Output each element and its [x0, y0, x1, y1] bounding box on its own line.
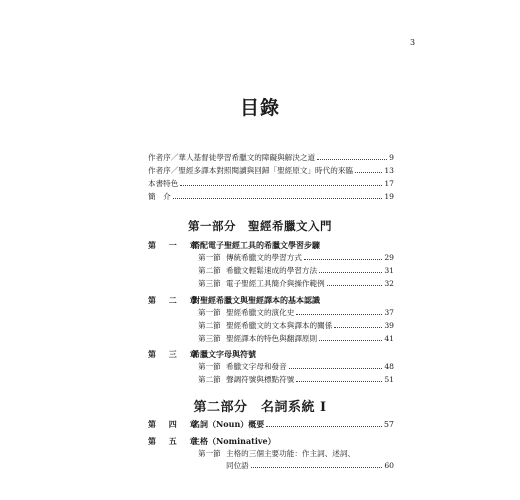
toc-entry-text: 簡 介 [148, 192, 171, 201]
toc-section [198, 449, 394, 459]
section-title-continued: 同位語 [226, 461, 249, 470]
section-page: 39 [384, 321, 394, 330]
leader-dots [334, 327, 382, 328]
toc-entry-text: 本書特色 [148, 179, 179, 188]
leader-dots [319, 340, 382, 341]
section-page: 51 [384, 375, 394, 384]
chapter-page: 57 [383, 420, 394, 429]
toc-section [198, 334, 394, 344]
section-page: 60 [384, 461, 394, 470]
leader-dots [266, 426, 382, 427]
chapter-title: 主格（Nominative） [192, 436, 276, 446]
toc-section [198, 308, 394, 318]
leader-dots [289, 368, 383, 369]
leader-dots [355, 172, 382, 173]
chapter-title: 名詞（Noun）概要 [192, 419, 265, 429]
chapter-heading [148, 436, 276, 447]
toc-section-continuation [226, 461, 394, 471]
part-heading: 第二部分 名詞系統 I [193, 400, 327, 415]
section-page: 37 [384, 308, 394, 317]
chapter-heading [148, 349, 256, 360]
section-title: 電子聖經工具簡介與操作範例 [226, 279, 325, 288]
toc-section [198, 362, 394, 372]
section-page: 29 [384, 253, 394, 262]
section-page: 32 [384, 279, 394, 288]
toc-entry-text: 作者序／華人基督徒學習希臘文的障礙與解決之道 [148, 153, 316, 162]
page-title: 目錄 [239, 97, 280, 119]
section-label: 第三節 [198, 334, 221, 343]
toc-entry-page: 19 [384, 192, 394, 201]
toc-section [198, 279, 394, 289]
toc-entry [148, 166, 394, 176]
leader-dots [317, 159, 387, 160]
toc-entry-text: 作者序／聖經多譯本對照閱讀與回歸「聖經原文」時代的來臨 [148, 166, 354, 175]
chapter-title: 希臘文字母與符號 [192, 349, 256, 359]
toc-entry [148, 153, 394, 163]
chapter-number: 第 四 章 [148, 419, 203, 429]
chapter-number: 第 二 章 [148, 295, 203, 305]
section-label: 第二節 [198, 375, 221, 384]
chapter-title: 搭配電子聖經工具的希臘文學習步驟 [192, 240, 320, 250]
toc-entry [148, 179, 394, 189]
section-page: 41 [384, 334, 394, 343]
leader-dots [180, 185, 382, 186]
chapter-heading [148, 240, 320, 251]
toc-section [198, 266, 394, 276]
section-title: 傳統希臘文的學習方式 [226, 253, 302, 262]
section-label: 第一節 [198, 253, 221, 262]
section-label: 第一節 [198, 308, 221, 317]
section-page: 48 [384, 362, 394, 371]
section-title: 聖經希臘文的演化史 [226, 308, 295, 317]
section-label: 第二節 [198, 321, 221, 330]
toc-entry-page: 13 [384, 166, 394, 175]
chapter-heading [148, 295, 320, 306]
section-page: 31 [384, 266, 394, 275]
section-title: 希臘文輕鬆速成的學習方法 [226, 266, 318, 275]
leader-dots [251, 467, 383, 468]
chapter-heading [148, 419, 394, 430]
section-title: 希臘文字母和發音 [226, 362, 287, 371]
toc-entry-page: 17 [384, 179, 394, 188]
leader-dots [319, 272, 382, 273]
leader-dots [304, 259, 382, 260]
section-label: 第一節 [198, 362, 221, 371]
leader-dots [296, 381, 382, 382]
section-title: 聖經譯本的特色與翻譯原則 [226, 334, 318, 343]
section-label: 第三節 [198, 279, 221, 288]
toc-section [198, 253, 394, 263]
toc-entry [148, 192, 394, 202]
leader-dots [296, 314, 382, 315]
chapter-number: 第 三 章 [148, 349, 203, 359]
section-label: 第一節 [198, 449, 221, 458]
leader-dots [327, 285, 383, 286]
part-heading: 第一部分 聖經希臘文入門 [188, 219, 332, 233]
toc-section [198, 375, 394, 385]
section-label: 第二節 [198, 266, 221, 275]
page-number: 3 [410, 38, 416, 47]
leader-dots [173, 198, 383, 199]
toc-entry-page: 9 [389, 153, 394, 162]
toc-section [198, 321, 394, 331]
section-title: 聖經希臘文的文本與譯本的關係 [226, 321, 333, 330]
chapter-title: 對聖經希臘文與聖經譯本的基本認識 [192, 295, 320, 305]
chapter-number: 第 一 章 [148, 240, 203, 250]
section-title: 聲調符號與標點符號 [226, 375, 295, 384]
section-title: 主格的三個主要功能：作主詞、述詞、 [226, 449, 356, 458]
chapter-number: 第 五 章 [148, 436, 203, 446]
